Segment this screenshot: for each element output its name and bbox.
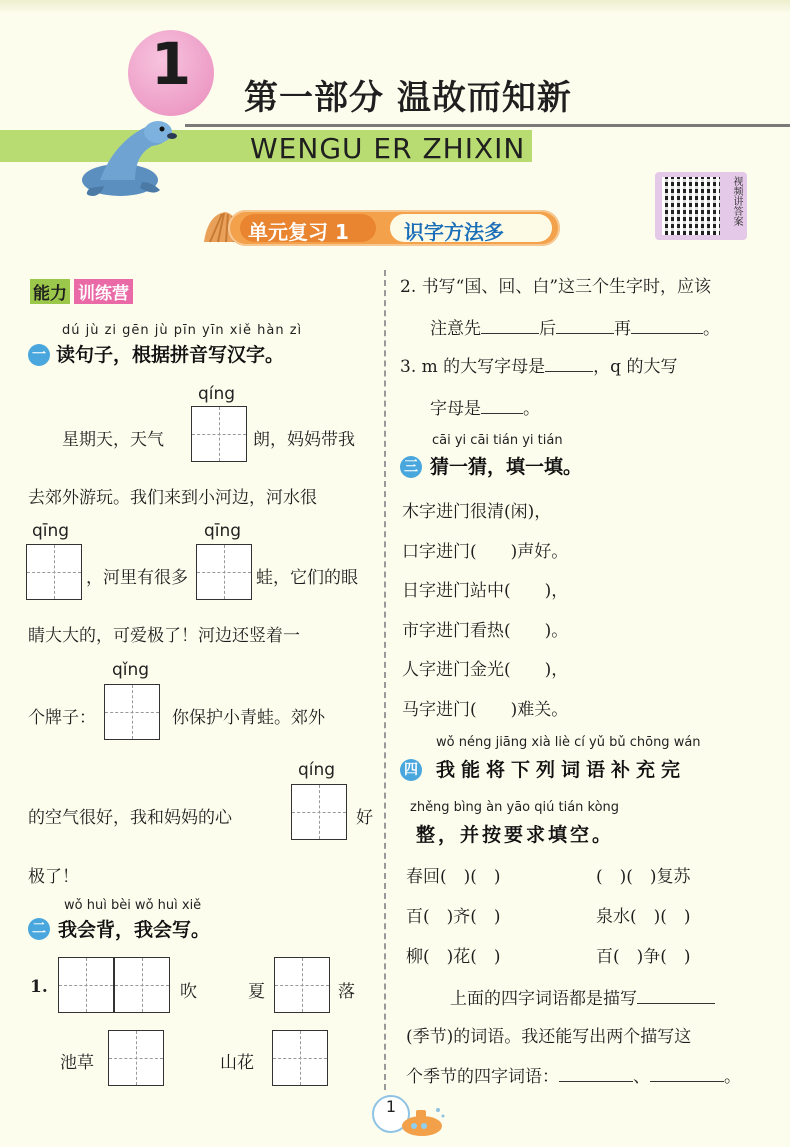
q2-word: 池草 <box>60 1053 94 1073</box>
q1-answer-box[interactable] <box>104 684 160 740</box>
q1-line: 你保护小青蛙。郊外 <box>172 708 325 728</box>
q4-text: 。 <box>724 1067 741 1087</box>
q1-line: 极了！ <box>28 867 79 887</box>
header-top-band <box>0 0 790 14</box>
ability-label: 能力 <box>30 279 70 304</box>
q4-idiom: 百( )争( ) <box>596 947 691 967</box>
qr-code-icon[interactable] <box>662 177 720 235</box>
blank-line[interactable] <box>481 315 539 334</box>
unit-title: 识字方法多 <box>404 220 504 244</box>
training-camp-label: 训练营 <box>74 279 133 304</box>
q4-text: 、 <box>633 1067 650 1087</box>
q3-line: 木字进门很清(闲)， <box>402 502 552 522</box>
q3-line: 马字进门( )难关。 <box>402 700 569 720</box>
q2-item2-part: 再 <box>614 319 631 339</box>
q3-line: 口字进门( )声好。 <box>402 542 569 562</box>
q2-item1-number: 1. <box>30 977 48 997</box>
q4-title-2: 整，并按要求填空。 <box>416 824 615 846</box>
q1-line: 好 <box>356 808 373 828</box>
q2-item3-part: 。 <box>523 399 540 419</box>
q2-word: 夏 <box>248 982 265 1002</box>
q3-number-badge: 三 <box>400 456 422 478</box>
blank-line[interactable] <box>637 985 715 1004</box>
q1-line: 蛙，它们的眼 <box>256 568 358 588</box>
q4-number-badge: 四 <box>400 759 422 781</box>
q1-box-pinyin: qíng <box>298 760 336 780</box>
q4-title-1: 我能将下列词语补充完 <box>436 759 687 781</box>
q1-answer-box[interactable] <box>196 544 252 600</box>
sea-lion-mascot-icon <box>80 110 190 200</box>
q2-item3-part: 字母是 <box>430 399 481 419</box>
q1-line: 睛大大的，可爱极了！河边还竖着一 <box>28 626 300 646</box>
header-rule <box>185 124 790 127</box>
q1-box-pinyin: qīng <box>204 521 242 541</box>
q2-item3-line1 <box>400 352 677 377</box>
q4-idiom: 春回( )( ) <box>406 867 501 887</box>
submarine-icon <box>398 1104 448 1138</box>
q2-pinyin: wǒ huì bèi wǒ huì xiě <box>64 898 202 913</box>
q1-title: 读句子，根据拼音写汉字。 <box>56 344 285 366</box>
q1-box-pinyin: qǐng <box>112 660 150 680</box>
part-title: 第一部分 温故而知新 <box>244 78 572 118</box>
q4-paragraph-line-2: (季节)的词语。我还能写出两个描写这 <box>406 1027 692 1047</box>
q1-answer-box[interactable] <box>26 544 82 600</box>
q1-line: 星期天，天气 <box>62 430 164 450</box>
q4-idiom: ( )( )复苏 <box>596 867 691 887</box>
q2-word: 吹 <box>180 982 197 1002</box>
q1-line: 个牌子： <box>28 708 96 728</box>
q2-word: 落 <box>338 982 355 1002</box>
q4-pinyin-2: zhěng bìng àn yāo qiú tián kòng <box>410 800 620 815</box>
q2-number-badge: 二 <box>28 918 50 940</box>
q2-item2-part: 后 <box>539 319 556 339</box>
q2-answer-box[interactable] <box>58 957 114 1013</box>
part-number: 1 <box>150 30 192 98</box>
q1-box-pinyin: qíng <box>198 384 236 404</box>
q2-answer-box[interactable] <box>114 957 170 1013</box>
q4-text: 上面的四字词语都是描写 <box>450 989 637 1009</box>
q1-pinyin: dú jù zi gēn jù pīn yīn xiě hàn zì <box>62 323 303 338</box>
blank-line[interactable] <box>545 353 593 372</box>
blank-line[interactable] <box>559 1063 633 1082</box>
blank-line[interactable] <box>481 395 523 414</box>
q1-line: ，河里有很多 <box>86 568 188 588</box>
q3-line: 市字进门看热( )。 <box>402 621 569 641</box>
q1-box-pinyin: qīng <box>32 521 70 541</box>
q3-line: 人字进门金光( )， <box>402 660 569 680</box>
q4-idiom: 百( )齐( ) <box>406 907 501 927</box>
q2-answer-box[interactable] <box>274 957 330 1013</box>
q2-item3-part: 3. m 的大写字母是 <box>400 357 546 377</box>
blank-line[interactable] <box>650 1063 724 1082</box>
q3-title: 猜一猜，填一填。 <box>430 456 583 478</box>
q4-paragraph-line-1 <box>450 984 715 1009</box>
q1-line: 去郊外游玩。我们来到小河边，河水很 <box>28 488 317 508</box>
q2-answer-box[interactable] <box>108 1030 164 1086</box>
unit-label: 单元复习 1 <box>248 220 349 244</box>
q2-item3-line2 <box>430 394 540 419</box>
blank-line[interactable] <box>631 315 703 334</box>
q2-item2-blanks <box>430 314 720 339</box>
q3-line: 日字进门站中( )， <box>402 581 569 601</box>
q4-pinyin-1: wǒ néng jiāng xià liè cí yǔ bǔ chōng wán <box>436 735 701 750</box>
q4-paragraph-line-3 <box>406 1062 741 1087</box>
q2-answer-box[interactable] <box>272 1030 328 1086</box>
q2-item2-part: 注意先 <box>430 319 481 339</box>
q1-line: 朗，妈妈带我 <box>253 430 355 450</box>
q4-text: 个季节的四字词语： <box>406 1067 559 1087</box>
video-answer-label: 视频讲答案 <box>731 176 742 226</box>
column-divider <box>384 270 386 1090</box>
q1-number-badge: 一 <box>28 344 50 366</box>
q4-idiom: 柳( )花( ) <box>406 947 501 967</box>
q1-answer-box[interactable] <box>291 784 347 840</box>
q2-item2-text: 2. 书写“国、回、白”这三个生字时，应该 <box>400 277 712 297</box>
q2-item3-part: ，q 的大写 <box>593 357 678 377</box>
page-number: 1 <box>372 1095 410 1133</box>
q2-title: 我会背，我会写。 <box>58 919 211 941</box>
q3-pinyin: cāi yi cāi tián yi tián <box>432 433 563 448</box>
q1-line: 的空气很好，我和妈妈的心 <box>28 808 232 828</box>
q2-word: 山花 <box>220 1053 254 1073</box>
part-pinyin: WENGU ER ZHIXIN <box>250 132 526 165</box>
q4-idiom: 泉水( )( ) <box>596 907 691 927</box>
blank-line[interactable] <box>556 315 614 334</box>
q1-answer-box[interactable] <box>191 406 247 462</box>
q2-item2-part: 。 <box>703 319 720 339</box>
